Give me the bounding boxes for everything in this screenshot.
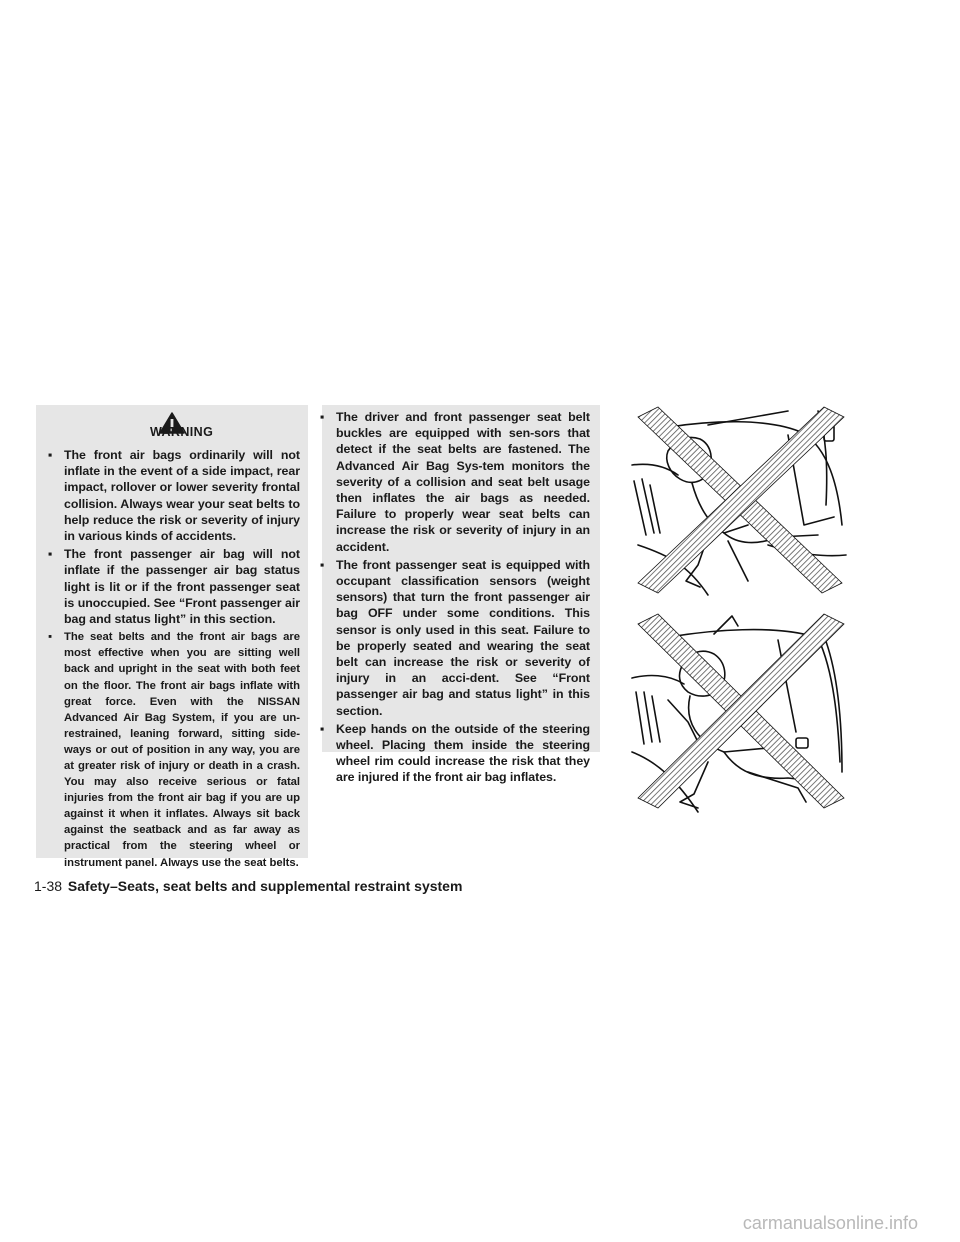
bullet: ▪ xyxy=(320,557,325,572)
warning-item xyxy=(48,629,300,870)
warning-item xyxy=(320,721,590,786)
warning-item-text: The driver and front passenger seat belt buckles are equipped with sen-sors that detect if the seat belts are fastened. The Advanced Air Bag Sys-tem monitors the severity of a collision and seat belt usage then inflates the air bags as needed. Failure to properly wear seat belts can increase the risk or severity of injury in an accident. xyxy=(336,410,590,554)
bullet: ▪ xyxy=(320,410,325,424)
incorrect-seating-illustration-1 xyxy=(628,405,850,605)
warning-item-text: Keep hands on the outside of the steering wheel. Placing them inside the steering wheel rim could increase the risk that they are injured if the front air bag inflates. xyxy=(336,721,590,785)
bullet: ▪ xyxy=(48,448,53,462)
page-footer xyxy=(34,878,462,894)
bullet: ▪ xyxy=(320,721,325,736)
warning-item-text: The front air bags ordinarily will not inflate in the event of a side impact, rear impact, rollover or lower severity frontal collision. Always wear your seat belts to help reduce the risk or severity of injury in various kinds of accidents. xyxy=(64,448,300,544)
warning-item-text: The front passenger air bag will not inflate if the passenger air bag status light is lit or if the front passenger seat is unoccupied. See “Front passenger air bag and status light” in this section. xyxy=(64,547,300,627)
section-title: Safety–Seats, seat belts and supplemental restraint system xyxy=(67,878,463,894)
warning-item xyxy=(48,447,300,544)
warning-item xyxy=(48,546,300,627)
warning-right-column xyxy=(320,409,590,788)
warning-item xyxy=(320,409,590,555)
warning-item-text: The front passenger seat is equipped with occupant classification sensors (weight sensors) that turn the front passenger air bag OFF under some conditions. This sensor is only used in this seat. Failure to be properly seated and wearing the seat belt can increase the risk or severity of injury in an acci-dent. See “Front passenger air bag and status light” in this section. xyxy=(336,557,590,718)
bullet: ▪ xyxy=(48,631,52,644)
warning-item xyxy=(320,557,590,719)
warning-title: WARNING xyxy=(150,425,214,439)
warning-item-text: The seat belts and the front air bags are most effective when you are sitting well back and upright in the seat with both feet on the floor. The front air bags inflate with great force. Even with the NISSAN Advanced Air Bag System, if you are un-restrained, leaning forward, sitting side-ways or out of position in any way, you are at greater risk of injury or death in a crash. You may also receive serious or fatal injuries from the front air bag if you are up against it when it inflates. Always sit back against the seatback and as far away as practical from the steering wheel or instrument panel. Always use the seat belts. xyxy=(64,631,300,869)
warning-left-column xyxy=(48,447,300,873)
incorrect-seating-illustration-2 xyxy=(628,612,850,820)
bullet: ▪ xyxy=(48,547,53,562)
page-number: 1-38 xyxy=(34,878,63,894)
watermark: carmanualsonline.info xyxy=(742,1213,918,1233)
